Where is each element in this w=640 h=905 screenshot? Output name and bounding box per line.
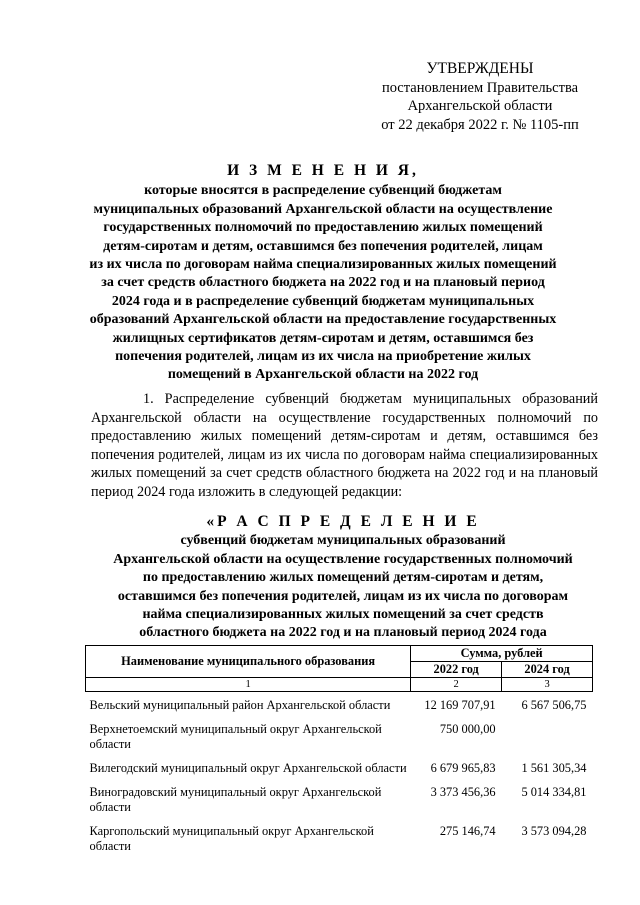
- amount-2024: 5 014 334,81: [521, 785, 587, 799]
- table-row: [86, 692, 593, 717]
- distribution-title-line: Архангельской области на осуществление государственных полномочий: [113, 551, 573, 567]
- changes-title-line: детям-сиротам и детям, оставшимся без попечения родителей, лицам: [103, 238, 543, 254]
- distribution-heading: «Р А С П Р Е Д Е Л Е Н И Е: [206, 513, 480, 530]
- approval-date-line: от 22 декабря 2022 г. № 1105-пп: [381, 116, 579, 133]
- changes-title-line: государственных полномочий по предоставлению жилых помещений: [103, 220, 543, 236]
- distribution-table: [85, 645, 593, 857]
- changes-title-line: из их числа по договорам найма специализированных жилых помещений: [89, 257, 557, 273]
- municipality-name: Вилегодский муниципальный округ Архангельской области: [89, 761, 407, 775]
- distribution-title-line: субвенций бюджетам муниципальных образований: [180, 533, 506, 549]
- changes-title-line: жилищных сертификатов детям-сиротам и детям, оставшимся без: [112, 330, 534, 346]
- amount-2024: [502, 716, 593, 755]
- approval-block: [360, 60, 600, 134]
- column-number: 3: [502, 678, 593, 692]
- amount-2024: 1 561 305,34: [521, 761, 587, 775]
- municipality-name: Верхнетоемский муниципальный округ Архангельской области: [89, 722, 382, 751]
- amount-2022: 750 000,00: [439, 722, 496, 736]
- distribution-title-line: найма специализированных жилых помещений за счет средств: [142, 607, 544, 623]
- municipality-name: Каргопольский муниципальный округ Архангельской области: [89, 824, 374, 853]
- column-header-2022: 2022 год: [411, 662, 502, 678]
- table-row: [86, 779, 593, 818]
- distribution-title-line: по предоставлению жилых помещений детям-сиротам и детям,: [142, 570, 544, 586]
- changes-title-block: [76, 162, 570, 385]
- column-header-sum: Сумма, рублей: [411, 646, 593, 662]
- distribution-title-line: оставшимся без попечения родителей, лицам из их числа по договорам: [117, 588, 569, 604]
- distribution-title-line: областного бюджета на 2022 год и на плановый период 2024 года: [139, 625, 547, 641]
- column-header-name: Наименование муниципального образования: [86, 646, 411, 678]
- changes-title-line: за счет средств областного бюджета на 2022 год и на плановый период: [101, 275, 545, 291]
- table-row: [86, 818, 593, 857]
- changes-title-line: попечения родителей, лицам из их числа на приобретение жилых: [115, 349, 531, 365]
- distribution-title-block: [88, 513, 598, 643]
- changes-title-line: образований Архангельской области на предоставление государственных: [89, 312, 557, 328]
- municipality-name: Виноградовский муниципальный округ Архангельской области: [89, 785, 382, 814]
- amount-2024: 6 567 506,75: [521, 698, 587, 712]
- table-row: [86, 716, 593, 755]
- paragraph-1: 1. Распределение субвенций бюджетам муниципальных образований Архангельской области на осуществление государственных полномочий по предоставлению жилых помещений детям-сиротам и детям, оставшимся без попечения родителей, лицам из их числа по договорам найма специализированных жилых помещений за счет средств областного бюджета на 2022 год и на плановый период 2024 года изложить в следующей редакции:: [91, 391, 598, 500]
- approval-line: Архангельской области: [407, 98, 553, 114]
- amount-2022: 3 373 456,36: [430, 785, 496, 799]
- column-header-2024: 2024 год: [502, 662, 593, 678]
- amount-2024: 3 573 094,28: [521, 824, 587, 838]
- column-number: 1: [86, 678, 411, 692]
- municipality-name: Вельский муниципальный район Архангельской области: [89, 698, 391, 712]
- changes-title-line: которые вносятся в распределение субвенций бюджетам: [144, 183, 502, 199]
- approval-line: постановлением Правительства: [381, 79, 579, 96]
- amount-2022: 6 679 965,83: [430, 761, 496, 775]
- amount-2022: 275 146,74: [439, 824, 496, 838]
- changes-heading: И З М Е Н Е Н И Я,: [227, 162, 419, 179]
- table-row: [86, 755, 593, 779]
- changes-title-line: помещений в Архангельской области на 2022 год: [167, 367, 479, 383]
- approval-heading: УТВЕРЖДЕНЫ: [426, 60, 534, 77]
- changes-title-line: муниципальных образований Архангельской области на осуществление: [93, 201, 553, 217]
- changes-title-line: 2024 года и в распределение субвенций бюджетам муниципальных: [111, 293, 535, 309]
- column-number: 2: [411, 678, 502, 692]
- amount-2022: 12 169 707,91: [424, 698, 496, 712]
